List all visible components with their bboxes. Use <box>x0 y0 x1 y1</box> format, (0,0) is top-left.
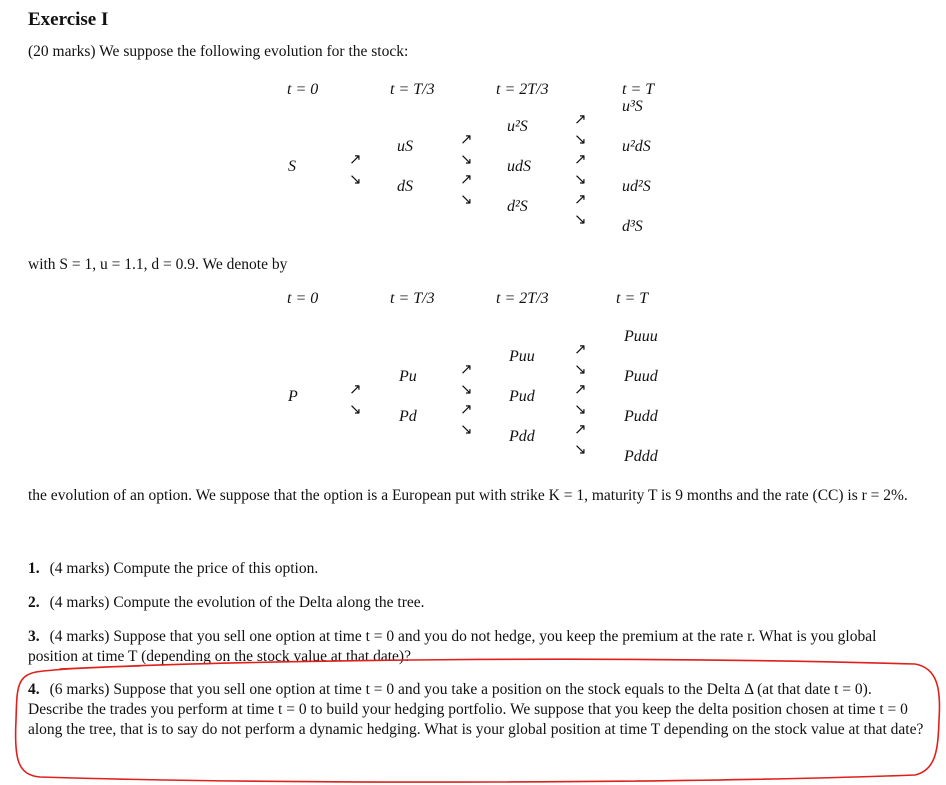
stock-time-0: t = 0 <box>287 81 319 98</box>
arrow-down-icon: ↘ <box>349 400 362 418</box>
arrow-down-icon: ↘ <box>349 170 362 188</box>
arrow-up-icon: ↗ <box>574 380 587 398</box>
question-text: (4 marks) Suppose that you sell one option at time t = 0 and you do not hedge, you keep the premium at the rate r. What is you global position at time T (depending on the stock value at that date)? <box>28 628 877 665</box>
option-node-pudd: Pudd <box>624 408 658 425</box>
stock-node-uus: u²S <box>507 118 528 135</box>
stock-node-udds: ud²S <box>622 178 651 195</box>
arrow-down-icon: ↘ <box>574 360 587 378</box>
stock-time-1: t = T/3 <box>390 81 435 98</box>
stock-node-s: S <box>288 158 296 175</box>
question-text: (4 marks) Compute the evolution of the Delta along the tree. <box>49 594 425 611</box>
arrow-up-icon: ↗ <box>574 190 587 208</box>
arrow-down-icon: ↘ <box>574 400 587 418</box>
arrow-down-icon: ↘ <box>460 190 473 208</box>
stock-node-uuus: u³S <box>622 98 643 115</box>
stock-node-us: uS <box>397 138 413 155</box>
stock-node-uuds: u²dS <box>622 138 651 155</box>
arrow-up-icon: ↗ <box>349 150 362 168</box>
arrow-down-icon: ↘ <box>574 440 587 458</box>
arrow-up-icon: ↗ <box>460 360 473 378</box>
question-number: 4. <box>28 681 40 698</box>
arrow-down-icon: ↘ <box>574 210 587 228</box>
option-time-2: t = 2T/3 <box>496 290 549 307</box>
arrow-up-icon: ↗ <box>574 420 587 438</box>
stock-node-uds: udS <box>507 158 531 175</box>
option-node-puuu: Puuu <box>624 328 658 345</box>
arrow-down-icon: ↘ <box>460 150 473 168</box>
arrow-up-icon: ↗ <box>460 130 473 148</box>
stock-time-2: t = 2T/3 <box>496 81 549 98</box>
arrow-up-icon: ↗ <box>574 340 587 358</box>
option-node-pd: Pd <box>399 408 417 425</box>
option-node-pu: Pu <box>399 368 417 385</box>
stock-node-dds: d²S <box>507 198 528 215</box>
option-node-pud: Pud <box>509 388 535 405</box>
arrow-down-icon: ↘ <box>460 420 473 438</box>
option-node-pdd: Pdd <box>509 428 535 445</box>
arrow-up-icon: ↗ <box>574 110 587 128</box>
arrow-up-icon: ↗ <box>574 150 587 168</box>
option-node-p: P <box>288 388 298 405</box>
intro-text: (20 marks) We suppose the following evolution for the stock: <box>28 43 409 60</box>
option-time-1: t = T/3 <box>390 290 435 307</box>
option-description: the evolution of an option. We suppose that the option is a European put with strike K = 1, maturity T is 9 months and the rate (CC) is r = 2%. <box>28 487 908 504</box>
arrow-up-icon: ↗ <box>460 400 473 418</box>
option-node-puu: Puu <box>509 348 535 365</box>
question-text: (4 marks) Compute the price of this option. <box>49 560 319 577</box>
params-text: with S = 1, u = 1.1, d = 0.9. We denote by <box>28 256 288 273</box>
arrow-up-icon: ↗ <box>349 380 362 398</box>
stock-node-ds: dS <box>397 178 413 195</box>
stock-time-3: t = T <box>622 81 655 98</box>
option-time-0: t = 0 <box>287 290 319 307</box>
exercise-title: Exercise I <box>28 9 109 30</box>
stock-node-ddds: d³S <box>622 218 643 235</box>
arrow-up-icon: ↗ <box>460 170 473 188</box>
question-number: 1. <box>28 560 40 577</box>
option-node-pddd: Pddd <box>624 448 658 465</box>
option-time-3: t = T <box>616 290 649 307</box>
question-number: 3. <box>28 628 40 645</box>
arrow-down-icon: ↘ <box>460 380 473 398</box>
question-number: 2. <box>28 594 40 611</box>
arrow-down-icon: ↘ <box>574 130 587 148</box>
question-text: (6 marks) Suppose that you sell one option at time t = 0 and you take a position on the stock equals to the Delta Δ (at that date t = 0). Describe the trades you perform at time t = 0 to build your hedging portfolio. We suppose that you keep the delta position chosen at time t = 0 along the tree, that is to say do not perform a dynamic hedging. What is your global position at time T depending on the stock value at that date? <box>28 681 924 738</box>
arrow-down-icon: ↘ <box>574 170 587 188</box>
option-node-puud: Puud <box>624 368 658 385</box>
